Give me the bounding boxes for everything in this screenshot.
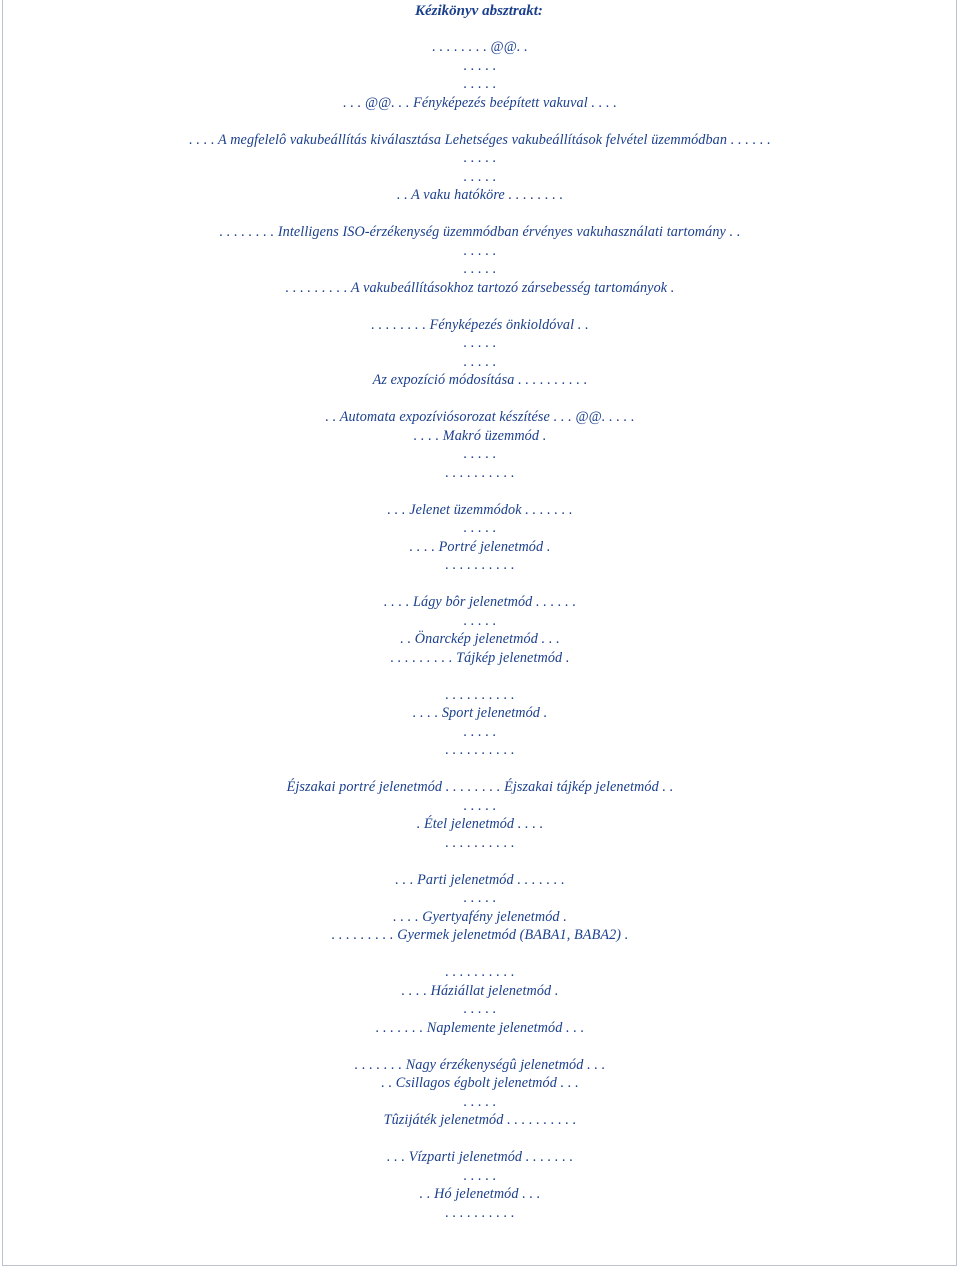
toc-entry[interactable]: . . . . Makró üzemmód . — [413, 427, 547, 444]
toc-entry[interactable]: . . . . A megfelelô vakubeállítás kiválasztása Lehetséges vakubeállítások felvétel üzemmódban . . . . . . — [189, 131, 771, 148]
toc-entry[interactable]: . . Hó jelenetmód . . . — [419, 1186, 541, 1202]
toc-spacer — [0, 1130, 960, 1149]
toc-entry[interactable]: . . . . . — [463, 612, 497, 629]
toc-entry[interactable]: . . . . Portré jelenetmód . — [409, 538, 551, 555]
table-of-contents — [0, 38, 960, 1222]
toc-spacer — [0, 112, 960, 131]
toc-entry[interactable]: . . . . . — [463, 261, 497, 277]
toc-spacer — [0, 760, 960, 779]
toc-entry[interactable]: . . . . . . . . Intelligens ISO-érzékenység üzemmódban érvényes vakuhasználati tartomány . . — [219, 224, 741, 240]
toc-entry[interactable]: . . . . Háziállat jelenetmód . — [401, 982, 559, 999]
toc-entry[interactable]: . . . . . . . . . A vakubeállításokhoz tartozó zársebesség tartományok . — [285, 279, 675, 296]
toc-entry[interactable]: Az expozíció módosítása . . . . . . . . . . — [372, 372, 588, 388]
toc-entry[interactable]: . . . Jelenet üzemmódok . . . . . . . — [387, 501, 573, 518]
toc-spacer — [0, 575, 960, 594]
toc-entry[interactable]: . . . . . . . . Fényképezés önkioldóval . . — [371, 316, 589, 333]
toc-entry[interactable]: Tûzijáték jelenetmód . . . . . . . . . . — [383, 1112, 577, 1128]
toc-spacer — [0, 205, 960, 224]
toc-entry[interactable]: . . . . . . . Nagy érzékenységû jelenetmód . . . — [354, 1056, 606, 1073]
toc-spacer — [0, 1037, 960, 1056]
toc-entry[interactable]: . . . . . . . . @@. . — [432, 39, 528, 55]
toc-entry[interactable]: . . . . . . . . . . — [445, 964, 515, 980]
toc-entry[interactable]: . . . . . — [463, 1167, 497, 1184]
toc-spacer — [0, 482, 960, 501]
toc-spacer — [0, 297, 960, 316]
toc-entry[interactable]: . . . . . — [463, 446, 497, 462]
toc-entry[interactable]: . . . . . . . Naplemente jelenetmód . . . — [375, 1019, 585, 1036]
toc-entry[interactable]: . . . . . — [463, 520, 497, 536]
toc-entry[interactable]: . . . Parti jelenetmód . . . . . . . — [395, 871, 565, 888]
toc-entry[interactable]: . . . . . — [463, 1001, 497, 1017]
toc-entry[interactable]: . . . . . . . . . . — [445, 557, 515, 573]
toc-entry[interactable]: . . . . Sport jelenetmód . — [412, 705, 548, 721]
toc-spacer — [0, 667, 960, 686]
toc-entry[interactable]: . . . @@. . . Fényképezés beépített vakuval . . . . — [343, 94, 617, 111]
page-title: Kézikönyv absztrakt: — [415, 3, 543, 19]
toc-entry[interactable]: . . . Vízparti jelenetmód . . . . . . . — [386, 1149, 574, 1165]
toc-entry[interactable]: . . . . . — [463, 1093, 497, 1110]
toc-entry[interactable]: . . . . . . . . . . — [445, 834, 515, 851]
toc-entry[interactable]: . . . . . . . . . . — [445, 464, 515, 481]
toc-entry[interactable]: . . . . . — [463, 242, 497, 259]
toc-entry[interactable]: . . Önarckép jelenetmód . . . — [400, 631, 560, 647]
toc-entry[interactable]: . . . . . — [463, 150, 497, 166]
toc-entry[interactable]: . . . . . — [463, 353, 497, 370]
toc-spacer — [0, 852, 960, 871]
toc-entry[interactable]: . . . . . . . . . . — [445, 686, 515, 703]
toc-entry[interactable]: . . . . . — [463, 723, 497, 740]
toc-entry[interactable]: . . . . . . . . . Tájkép jelenetmód . — [390, 649, 570, 666]
toc-entry[interactable]: . . . . Gyertyafény jelenetmód . — [393, 908, 567, 925]
toc-entry[interactable]: . . . . . . . . . Gyermek jelenetmód (BABA1, BABA2) . — [331, 927, 629, 943]
toc-spacer — [0, 390, 960, 409]
toc-entry[interactable]: . . . . . — [463, 57, 497, 74]
toc-entry[interactable]: Éjszakai portré jelenetmód . . . . . . . . Éjszakai tájkép jelenetmód . . — [286, 779, 674, 795]
toc-entry[interactable]: . . . . . — [463, 797, 497, 814]
toc-entry[interactable]: . . Automata expozíviósorozat készítése . . . @@. . . . . — [325, 409, 635, 425]
toc-entry[interactable]: . . . . . — [463, 76, 497, 92]
toc-entry[interactable]: . . . . . . . . . . — [445, 1204, 515, 1221]
toc-entry[interactable]: . . . . . — [463, 168, 497, 185]
toc-spacer — [0, 945, 960, 964]
toc-entry[interactable]: . . . . . — [463, 335, 497, 351]
toc-entry[interactable]: . . . . . . . . . . — [445, 742, 515, 758]
toc-entry[interactable]: . Étel jelenetmód . . . . — [416, 816, 544, 832]
toc-entry[interactable]: . . . . . — [463, 890, 497, 906]
toc-entry[interactable]: . . A vaku hatóköre . . . . . . . . — [396, 187, 564, 203]
toc-entry[interactable]: . . . . Lágy bôr jelenetmód . . . . . . — [383, 594, 577, 610]
toc-entry[interactable]: . . Csillagos égbolt jelenetmód . . . — [381, 1075, 579, 1091]
